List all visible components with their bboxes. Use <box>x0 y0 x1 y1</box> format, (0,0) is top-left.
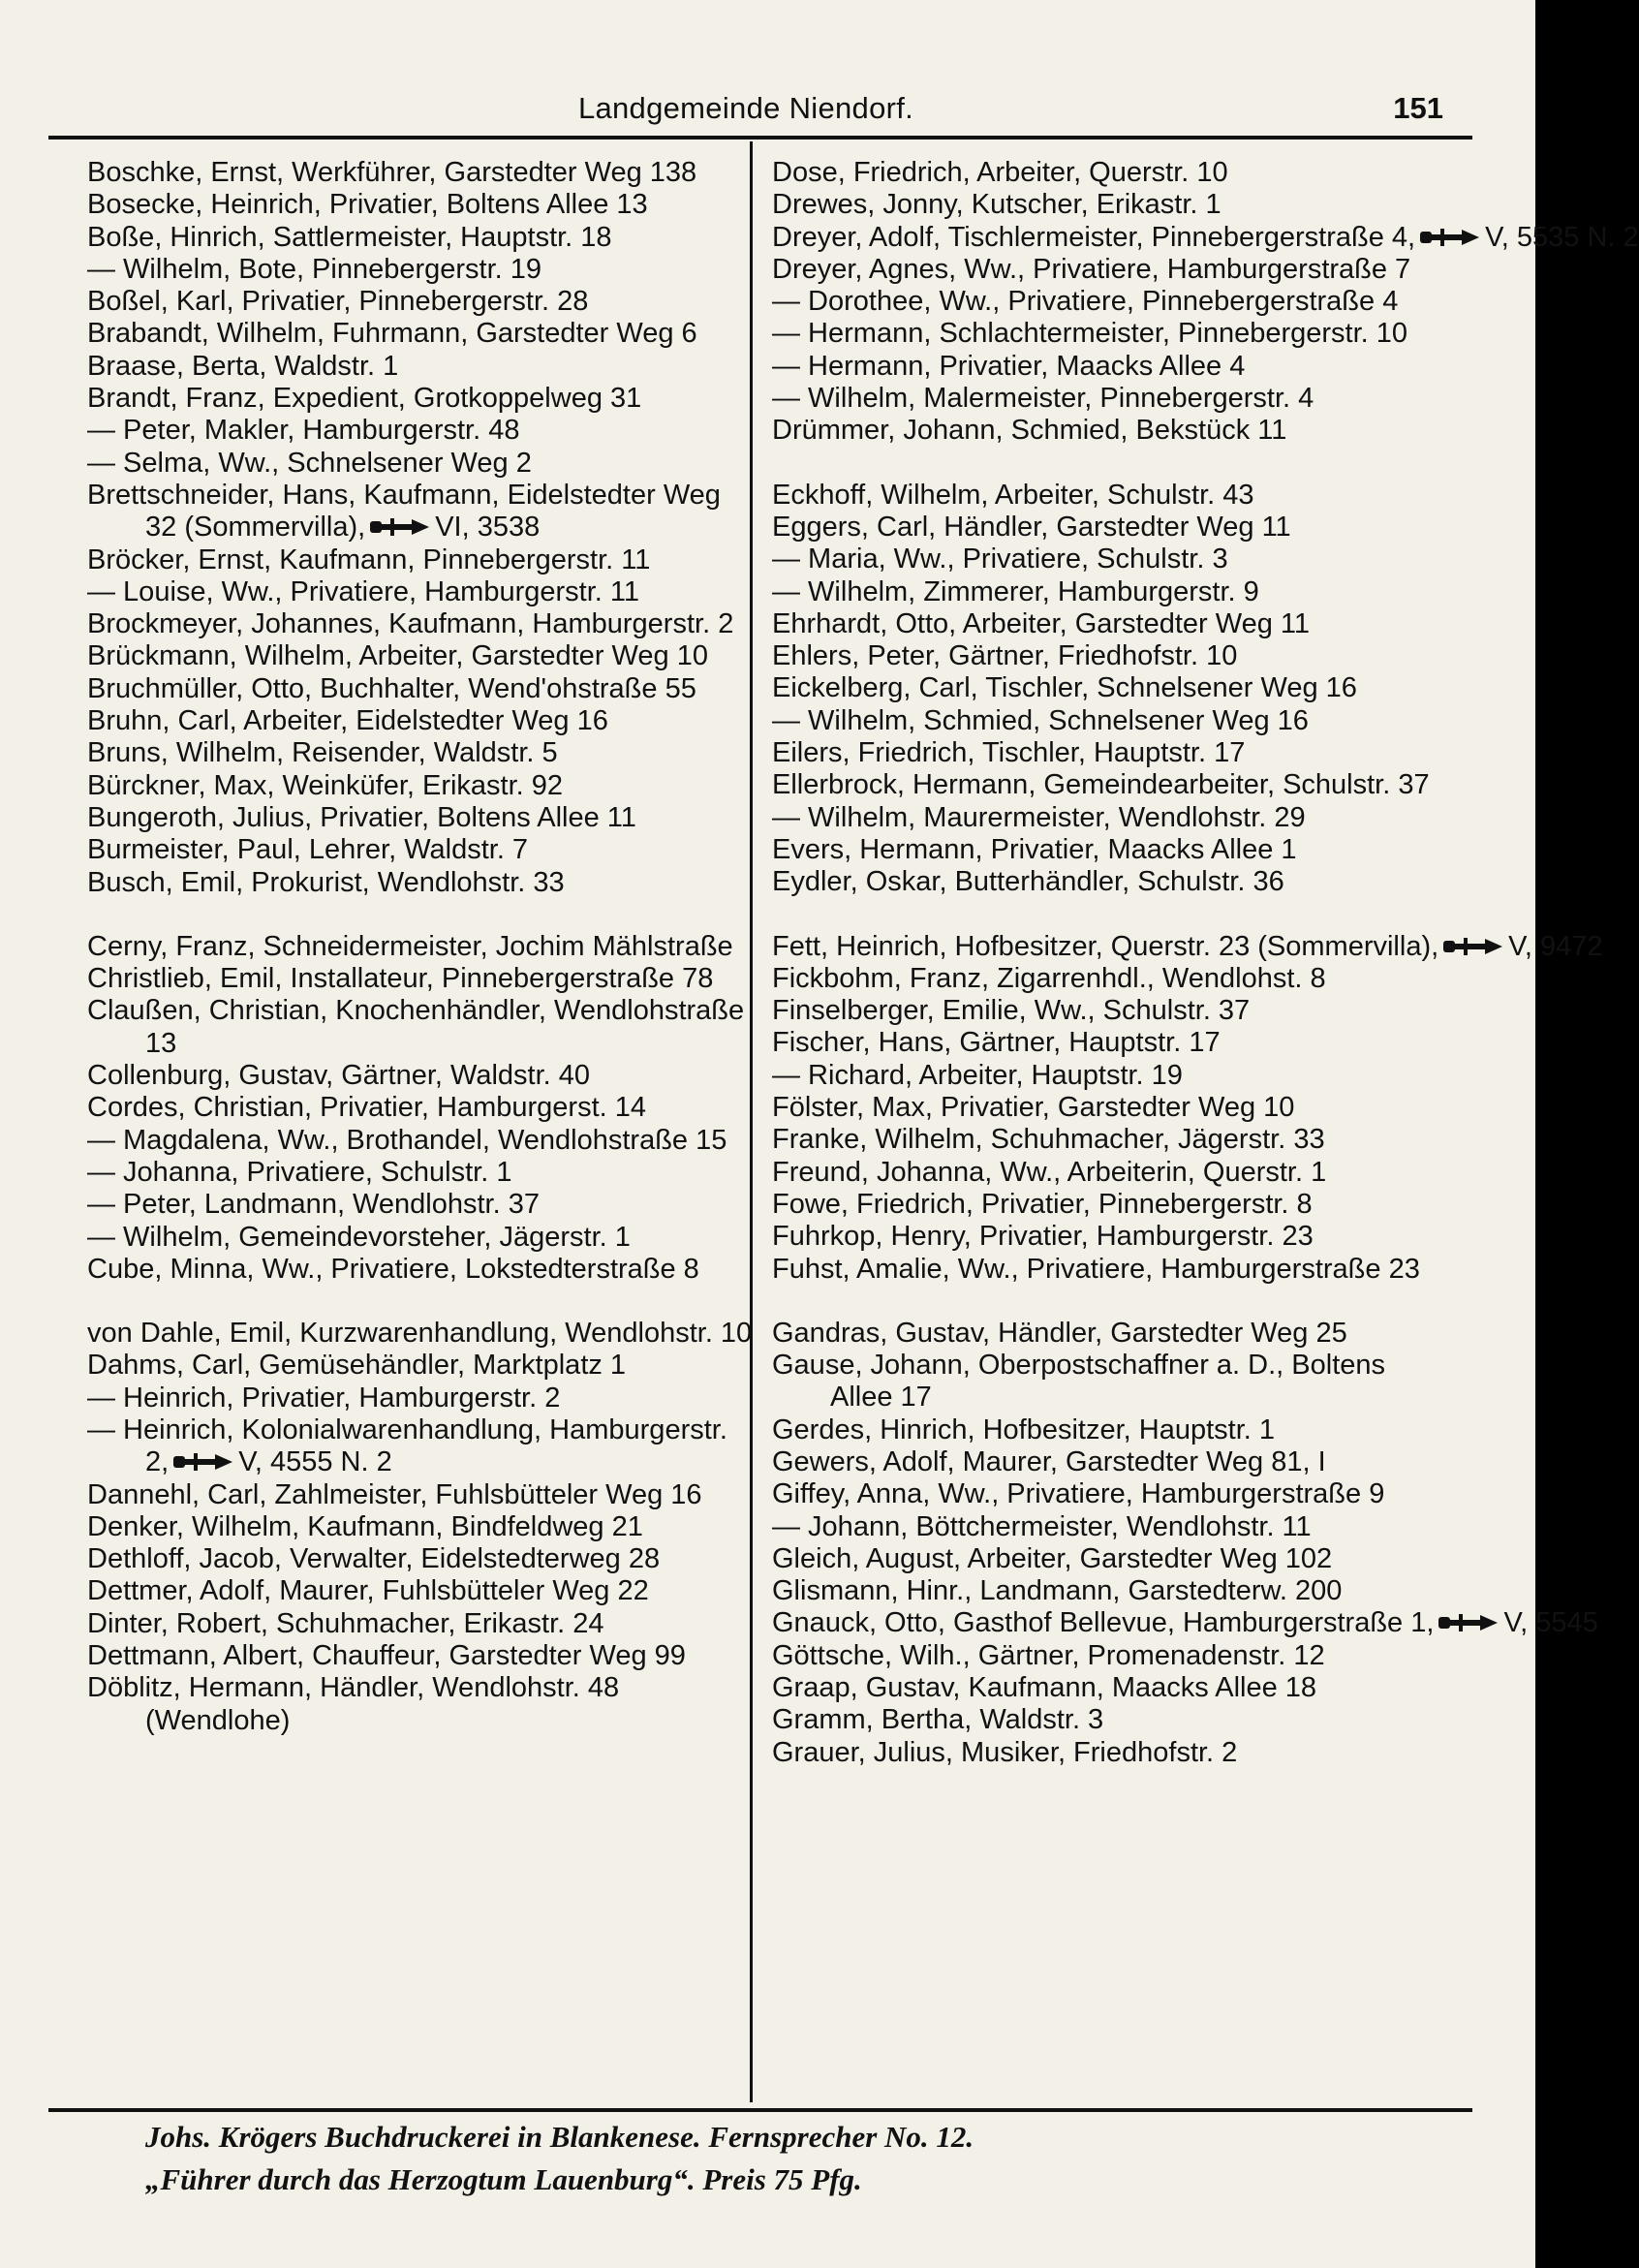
directory-entry <box>772 705 1450 737</box>
directory-entry <box>87 1222 765 1254</box>
entry-text: Eilers, Friedrich, Tischler, Hauptstr. 17 <box>772 737 1246 769</box>
directory-entry <box>772 963 1450 995</box>
entry-text: Brabandt, Wilhelm, Fuhrmann, Garstedter Weg 6 <box>87 318 697 350</box>
left-column <box>87 157 765 1737</box>
directory-entry <box>87 1092 765 1124</box>
entry-text: Braase, Berta, Waldstr. 1 <box>87 350 399 382</box>
directory-entry <box>772 286 1450 318</box>
directory-entry <box>87 480 765 544</box>
entry-text: Eggers, Carl, Händler, Garstedter Weg 11 <box>772 511 1291 543</box>
entry-text: Allee 17 <box>830 1382 932 1414</box>
directory-entry <box>772 576 1450 608</box>
entry-text: — Wilhelm, Maurermeister, Wendlohstr. 29 <box>772 801 1306 833</box>
entry-text: — Heinrich, Privatier, Hamburgerstr. 2 <box>87 1382 561 1414</box>
entry-text: Dettmer, Adolf, Maurer, Fuhlsbütteler Weg 22 <box>87 1575 649 1607</box>
directory-entry <box>772 1446 1450 1478</box>
entry-text: Brandt, Franz, Expedient, Grotkoppelweg 31 <box>87 383 642 415</box>
directory-entry <box>87 157 765 189</box>
directory-entry <box>772 351 1450 383</box>
entry-text: Cube, Minna, Ww., Privatiere, Lokstedterstraße 8 <box>87 1253 699 1285</box>
entry-text: Collenburg, Gustav, Gärtner, Waldstr. 40 <box>87 1060 591 1092</box>
footer-line-1: Johs. Krögers Buchdruckerei in Blankenese. Fernsprecher No. 12. <box>145 2120 974 2154</box>
entry-text: — Wilhelm, Schmied, Schnelsener Weg 16 <box>772 704 1309 736</box>
telephone-icon <box>1442 933 1504 954</box>
directory-entry <box>87 770 765 802</box>
directory-entry <box>87 222 765 254</box>
entry-text: Fölster, Max, Privatier, Garstedter Weg 10 <box>772 1092 1295 1124</box>
entry-text: Gnauck, Otto, Gasthof Bellevue, Hamburgerstraße 1, <box>772 1607 1435 1639</box>
directory-entry <box>87 576 765 608</box>
entry-text: — Dorothee, Ww., Privatiere, Pinnebergerstraße 4 <box>772 286 1399 318</box>
directory-entry <box>87 1060 765 1092</box>
directory-entry <box>87 1189 765 1221</box>
directory-entry <box>772 1704 1450 1736</box>
phone-number: V, 4555 N. 2 <box>238 1446 392 1478</box>
footer-advert <box>145 2116 1405 2201</box>
page-number: 151 <box>1393 91 1443 125</box>
entry-text: Boße, Hinrich, Sattlermeister, Hauptstr. 18 <box>87 221 612 253</box>
phone-number: VI, 3538 <box>435 512 541 544</box>
entry-text: Brückmann, Wilhelm, Arbeiter, Garstedter Weg 10 <box>87 640 708 672</box>
entry-text: Finselberger, Emilie, Ww., Schulstr. 37 <box>772 995 1251 1027</box>
directory-entry <box>772 157 1450 189</box>
entry-text: 13 <box>145 1027 177 1059</box>
entry-text: — Heinrich, Kolonialwarenhandlung, Hamburgerstr. <box>87 1414 727 1445</box>
header-rule <box>48 136 1472 140</box>
directory-entry <box>87 1543 765 1575</box>
section-gap <box>87 1286 765 1318</box>
directory-entry <box>87 1383 765 1414</box>
section-gap <box>772 899 1450 931</box>
directory-entry <box>87 931 765 963</box>
entry-text: — Hermann, Schlachtermeister, Pinnebergerstr. 10 <box>772 318 1408 350</box>
directory-entry <box>772 672 1450 704</box>
entry-text: Bruchmüller, Otto, Buchhalter, Wend'ohstraße 55 <box>87 672 696 704</box>
entry-text: Boßel, Karl, Privatier, Pinnebergerstr. 28 <box>87 286 589 318</box>
directory-entry <box>772 1157 1450 1189</box>
entry-text: Franke, Wilhelm, Schuhmacher, Jägerstr. 33 <box>772 1124 1325 1156</box>
directory-entry <box>87 383 765 415</box>
entry-text: — Wilhelm, Zimmerer, Hamburgerstr. 9 <box>772 575 1259 607</box>
entry-text: — Peter, Makler, Hamburgerstr. 48 <box>87 415 520 447</box>
directory-entry <box>87 995 765 1060</box>
entry-text: Burmeister, Paul, Lehrer, Waldstr. 7 <box>87 834 529 866</box>
entry-text: Göttsche, Wilh., Gärtner, Promenadenstr. 12 <box>772 1639 1325 1671</box>
entry-text: Dahms, Carl, Gemüsehändler, Marktplatz 1 <box>87 1350 627 1382</box>
directory-entry <box>772 1640 1450 1672</box>
directory-entry <box>772 1575 1450 1607</box>
entry-text: — Maria, Ww., Privatiere, Schulstr. 3 <box>772 544 1228 575</box>
directory-entry <box>772 640 1450 672</box>
entry-text: — Wilhelm, Gemeindevorsteher, Jägerstr. 1 <box>87 1221 631 1253</box>
directory-entry <box>772 1221 1450 1253</box>
entry-text: (Wendlohe) <box>145 1704 291 1736</box>
entry-text: Fuhst, Amalie, Ww., Privatiere, Hamburgerstraße 23 <box>772 1253 1420 1285</box>
entry-text: Bosecke, Heinrich, Privatier, Boltens Allee 13 <box>87 189 648 221</box>
directory-entry <box>87 1318 765 1350</box>
entry-text: Fett, Heinrich, Hofbesitzer, Querstr. 23 (Sommervilla), <box>772 930 1439 962</box>
entry-text: Gramm, Bertha, Waldstr. 3 <box>772 1704 1104 1736</box>
entry-text: 2, <box>145 1446 170 1478</box>
directory-entry <box>772 480 1450 512</box>
page-title: Landgemeinde Niendorf. <box>577 91 914 125</box>
directory-entry <box>772 1543 1450 1575</box>
entry-text: Boschke, Ernst, Werkführer, Garstedter Weg 138 <box>87 157 697 188</box>
entry-text: Ehlers, Peter, Gärtner, Friedhofstr. 10 <box>772 640 1238 672</box>
directory-entry <box>772 1350 1450 1414</box>
entry-text: Gewers, Adolf, Maurer, Garstedter Weg 81, I <box>772 1445 1326 1477</box>
entry-text: Dannehl, Carl, Zahlmeister, Fuhlsbütteler Weg 16 <box>87 1478 702 1510</box>
entry-text: Dreyer, Agnes, Ww., Privatiere, Hamburgerstraße 7 <box>772 253 1411 285</box>
entry-text: — Hermann, Privatier, Maacks Allee 4 <box>772 350 1246 382</box>
directory-entry <box>87 351 765 383</box>
entry-text: Döblitz, Hermann, Händler, Wendlohstr. 48 <box>87 1672 620 1704</box>
entry-text: Bungeroth, Julius, Privatier, Boltens Allee 11 <box>87 801 636 833</box>
entry-text: Fickbohm, Franz, Zigarrenhdl., Wendlohst. 8 <box>772 962 1326 994</box>
directory-entry <box>87 705 765 737</box>
directory-entry <box>772 769 1450 801</box>
directory-entry <box>772 1318 1450 1350</box>
telephone-icon <box>369 513 431 535</box>
section-gap <box>87 899 765 931</box>
entry-text: Eckhoff, Wilhelm, Arbeiter, Schulstr. 43 <box>772 479 1254 511</box>
directory-entry <box>772 221 1639 254</box>
entry-text: 32 (Sommervilla), <box>145 512 366 544</box>
directory-entry <box>772 512 1450 544</box>
directory-entry <box>87 608 765 640</box>
entry-text: — Richard, Arbeiter, Hauptstr. 19 <box>772 1059 1183 1091</box>
entry-text: Drümmer, Johann, Schmied, Bekstück 11 <box>772 415 1287 447</box>
directory-entry <box>87 318 765 350</box>
directory-entry <box>87 1157 765 1189</box>
directory-entry <box>772 866 1450 898</box>
directory-entry <box>87 1414 765 1479</box>
directory-entry <box>87 544 765 576</box>
directory-entry <box>772 1737 1450 1769</box>
phone-number: V, 5535 N. 2 <box>1485 221 1639 253</box>
directory-entry <box>87 1640 765 1672</box>
directory-entry <box>87 189 765 221</box>
directory-entry <box>87 1254 765 1286</box>
directory-entry <box>772 254 1450 286</box>
right-column <box>772 157 1639 1769</box>
entry-text: — Magdalena, Ww., Brothandel, Wendlohstraße 15 <box>87 1124 727 1156</box>
directory-entry <box>772 1124 1450 1156</box>
directory-entry <box>772 189 1450 221</box>
directory-entry <box>87 802 765 834</box>
entry-text: Gandras, Gustav, Händler, Garstedter Weg 25 <box>772 1317 1347 1349</box>
directory-entry <box>772 1254 1450 1286</box>
entry-text: Brockmeyer, Johannes, Kaufmann, Hamburgerstr. 2 <box>87 608 734 640</box>
entry-text: Fischer, Hans, Gärtner, Hauptstr. 17 <box>772 1027 1221 1059</box>
directory-entry <box>772 318 1450 350</box>
entry-text: — Johanna, Privatiere, Schulstr. 1 <box>87 1156 512 1188</box>
directory-entry <box>87 1575 765 1607</box>
directory-entry <box>772 995 1450 1027</box>
directory-entry <box>772 1414 1450 1446</box>
telephone-icon <box>172 1448 234 1470</box>
entry-text: — Selma, Ww., Schnelsener Weg 2 <box>87 447 532 479</box>
entry-text: Dose, Friedrich, Arbeiter, Querstr. 10 <box>772 157 1228 188</box>
directory-entry <box>772 802 1450 834</box>
directory-entry <box>87 963 765 995</box>
entry-text: Gause, Johann, Oberpostschaffner a. D., Boltens <box>772 1350 1386 1382</box>
entry-text: Dinter, Robert, Schuhmacher, Erikastr. 24 <box>87 1607 604 1639</box>
directory-entry <box>87 867 765 899</box>
footer-line-2: „Führer durch das Herzogtum Lauenburg“. Preis 75 Pfg. <box>145 2162 862 2196</box>
directory-entry <box>87 1350 765 1382</box>
entry-text: Busch, Emil, Prokurist, Wendlohstr. 33 <box>87 866 565 898</box>
telephone-icon <box>1438 1609 1500 1631</box>
entry-text: Gleich, August, Arbeiter, Garstedter Weg 102 <box>772 1542 1333 1574</box>
directory-entry <box>772 1060 1450 1092</box>
directory-entry <box>87 1479 765 1511</box>
section-gap <box>772 1286 1450 1318</box>
directory-entry <box>87 1125 765 1157</box>
entry-text: Denker, Wilhelm, Kaufmann, Bindfeldweg 21 <box>87 1510 643 1542</box>
directory-entry <box>87 1608 765 1640</box>
directory-entry <box>772 1607 1598 1639</box>
entry-text: Cerny, Franz, Schneidermeister, Jochim Mählstraße <box>87 930 733 962</box>
directory-entry <box>87 286 765 318</box>
directory-entry <box>772 1092 1450 1124</box>
entry-text: Drewes, Jonny, Kutscher, Erikastr. 1 <box>772 189 1222 221</box>
directory-entry <box>87 673 765 705</box>
entry-text: Freund, Johanna, Ww., Arbeiterin, Querstr. 1 <box>772 1156 1327 1188</box>
entry-text: Grauer, Julius, Musiker, Friedhofstr. 2 <box>772 1736 1238 1768</box>
entry-text: Bruns, Wilhelm, Reisender, Waldstr. 5 <box>87 737 558 769</box>
telephone-icon <box>1419 224 1481 245</box>
directory-entry <box>772 1189 1450 1221</box>
entry-text: Bruhn, Carl, Arbeiter, Eidelstedter Weg 16 <box>87 705 608 737</box>
entry-text: — Wilhelm, Malermeister, Pinnebergerstr. 4 <box>772 383 1314 415</box>
entry-text: Fuhrkop, Henry, Privatier, Hamburgerstr. 23 <box>772 1221 1314 1253</box>
directory-entry <box>772 1672 1450 1704</box>
directory-entry <box>87 415 765 447</box>
entry-text: Dethloff, Jacob, Verwalter, Eidelstedterweg 28 <box>87 1543 661 1575</box>
directory-entry <box>87 254 765 286</box>
entry-text: Claußen, Christian, Knochenhändler, Wendlohstraße <box>87 995 745 1027</box>
entry-text: — Wilhelm, Bote, Pinnebergerstr. 19 <box>87 253 542 285</box>
entry-text: Cordes, Christian, Privatier, Hamburgerst. 14 <box>87 1092 646 1124</box>
entry-text: Bröcker, Ernst, Kaufmann, Pinnebergerstr. 11 <box>87 544 651 575</box>
entry-text: Ellerbrock, Hermann, Gemeindearbeiter, Schulstr. 37 <box>772 769 1430 801</box>
directory-entry <box>772 737 1450 769</box>
footer-rule <box>48 2108 1472 2112</box>
directory-entry <box>772 608 1450 640</box>
page-header <box>48 85 1443 134</box>
entry-text: Giffey, Anna, Ww., Privatiere, Hamburgerstraße 9 <box>772 1478 1385 1510</box>
section-gap <box>772 448 1450 480</box>
directory-entry <box>772 834 1450 866</box>
entry-text: Christlieb, Emil, Installateur, Pinnebergerstraße 78 <box>87 963 714 995</box>
directory-entry <box>772 1511 1450 1543</box>
entry-text: Graap, Gustav, Kaufmann, Maacks Allee 18 <box>772 1672 1317 1704</box>
directory-entry <box>772 544 1450 575</box>
directory-entry <box>87 640 765 672</box>
phone-number: V, 5545 <box>1503 1607 1598 1639</box>
phone-number: V, 9472 <box>1508 930 1603 962</box>
entry-text: Eydler, Oskar, Butterhändler, Schulstr. 36 <box>772 866 1284 898</box>
directory-entry <box>772 1027 1450 1059</box>
directory-entry <box>87 834 765 866</box>
entry-text: Bürckner, Max, Weinküfer, Erikastr. 92 <box>87 769 564 801</box>
entry-text: Dreyer, Adolf, Tischlermeister, Pinnebergerstraße 4, <box>772 221 1416 253</box>
entry-text: Glismann, Hinr., Landmann, Garstedterw. 200 <box>772 1575 1343 1607</box>
entry-text: Dettmann, Albert, Chauffeur, Garstedter Weg 99 <box>87 1640 686 1672</box>
directory-entry <box>772 1478 1450 1510</box>
entry-text: Ehrhardt, Otto, Arbeiter, Garstedter Weg 11 <box>772 607 1311 639</box>
entry-text: Eickelberg, Carl, Tischler, Schnelsener Weg 16 <box>772 672 1357 704</box>
directory-entry <box>87 737 765 769</box>
entry-text: — Louise, Ww., Privatiere, Hamburgerstr. 11 <box>87 575 640 607</box>
entry-text: — Johann, Böttchermeister, Wendlohstr. 11 <box>772 1510 1312 1542</box>
entry-text: — Peter, Landmann, Wendlohstr. 37 <box>87 1189 540 1221</box>
entry-text: Brettschneider, Hans, Kaufmann, Eidelstedter Weg <box>87 479 721 511</box>
entry-text: Gerdes, Hinrich, Hofbesitzer, Hauptstr. 1 <box>772 1414 1275 1445</box>
entry-text: Evers, Hermann, Privatier, Maacks Allee 1 <box>772 833 1297 865</box>
directory-entry <box>772 415 1450 447</box>
directory-entry <box>87 1511 765 1543</box>
directory-entry <box>772 383 1450 415</box>
entry-text: von Dahle, Emil, Kurzwarenhandlung, Wendlohstr. 10 <box>87 1318 753 1350</box>
directory-entry <box>772 930 1603 963</box>
directory-entry <box>87 1672 765 1737</box>
entry-text: Fowe, Friedrich, Privatier, Pinnebergerstr. 8 <box>772 1188 1313 1220</box>
directory-entry <box>87 448 765 480</box>
